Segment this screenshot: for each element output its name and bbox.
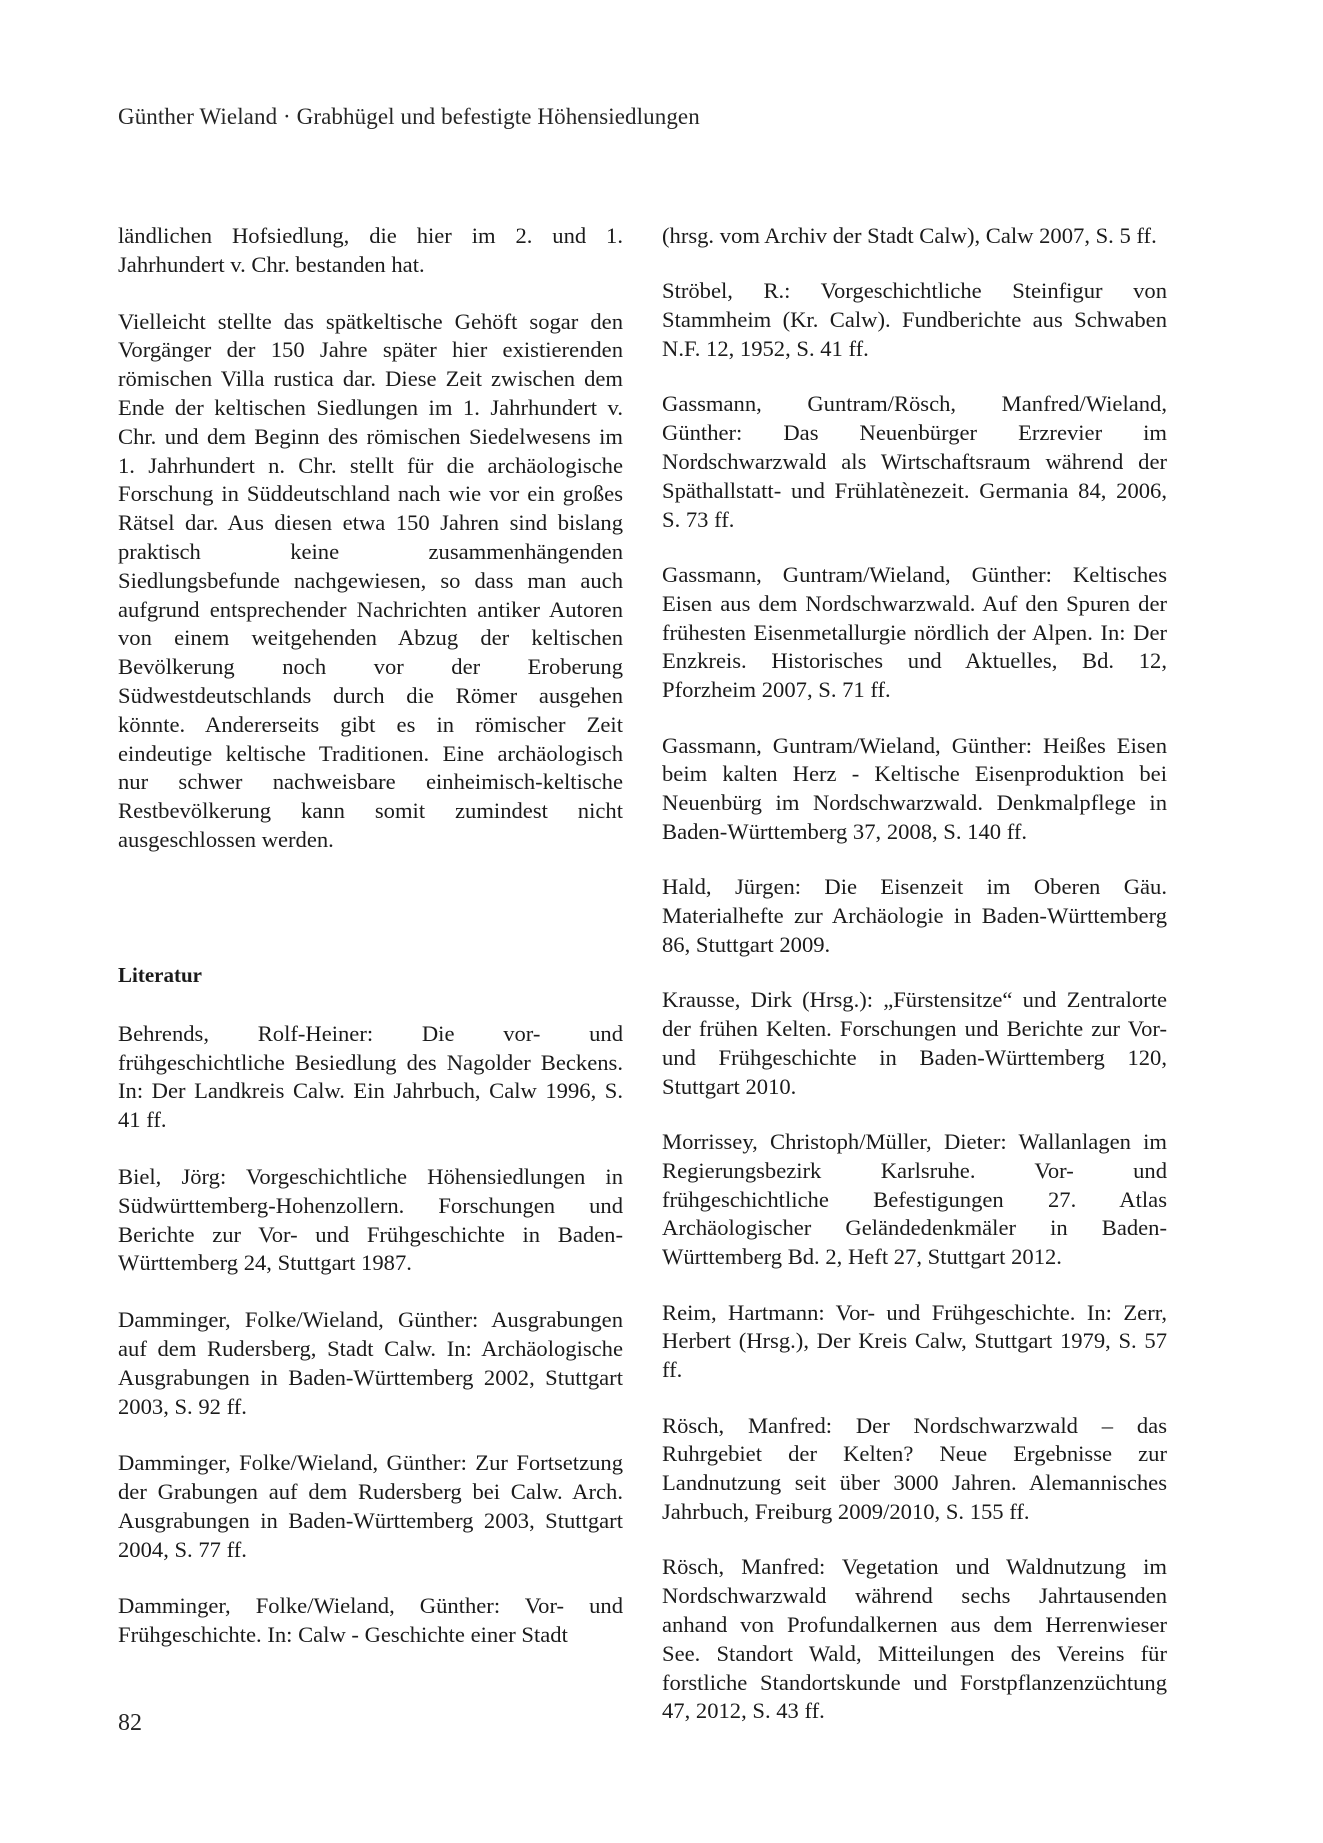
reference-entry: Gassmann, Guntram/Wieland, Günther: Heißes Eisen beim kalten Herz - Keltische Eisenproduktion bei Neuenbürg im Nordschwarzwald. Denkmalpflege in Baden-Württemberg 37, 2008, S. 140 ff. [662, 732, 1167, 844]
reference-entry: (hrsg. vom Archiv der Stadt Calw), Calw 2007, S. 5 ff. [662, 223, 1157, 248]
reference-entry: Damminger, Folke/Wieland, Günther: Vor- und Frühgeschichte. In: Calw - Geschichte einer Stadt [118, 1593, 623, 1648]
reference-entry: Biel, Jörg: Vorgeschichtliche Höhensiedlungen in Südwürttemberg-Hohenzollern. Forschungen und Berichte zur Vor- und Frühgeschichte in Baden-Württemberg 24, Stuttgart 1987. [118, 1163, 623, 1276]
reference-entry: Gassmann, Guntram/Rösch, Manfred/Wieland, Günther: Das Neuenbürger Erzrevier im Nordschwarzwald als Wirtschaftsraum während der Späthallstatt- und Frühlatènezeit. Germania 84, 2006, S. 73 ff. [662, 391, 1167, 532]
running-head: Günther Wieland · Grabhügel und befestigte Höhensiedlungen [118, 104, 700, 129]
right-column [662, 222, 1167, 1753]
reference-entry: Morrissey, Christoph/Müller, Dieter: Wallanlagen im Regierungsbezirk Karlsruhe. Vor- und frühgeschichtliche Befestigungen 27. Atlas Archäologischer Geländedenkmäler in Baden-Württemberg Bd. 2, Heft 27, Stuttgart 2012. [662, 1129, 1167, 1270]
reference-entry: Damminger, Folke/Wieland, Günther: Zur Fortsetzung der Grabungen auf dem Rudersberg bei Calw. Arch. Ausgrabungen in Baden-Württemberg 2003, Stuttgart 2004, S. 77 ff. [118, 1450, 623, 1562]
reference-entry: Behrends, Rolf-Heiner: Die vor- und frühgeschichtliche Besiedlung des Nagolder Beckens. In: Der Landkreis Calw. Ein Jahrbuch, Calw 1996, S. 41 ff. [118, 1020, 623, 1133]
body-paragraph: ländlichen Hofsiedlung, die hier im 2. und 1. Jahrhundert v. Chr. bestanden hat. [118, 223, 623, 277]
reference-entry: Rösch, Manfred: Der Nordschwarzwald – das Ruhrgebiet der Kelten? Neue Ergebnisse zur Landnutzung seit über 3000 Jahren. Alemannisches Jahrbuch, Freiburg 2009/2010, S. 155 ff. [662, 1412, 1167, 1525]
reference-entry: Krausse, Dirk (Hrsg.): „Fürstensitze“ und Zentralorte der frühen Kelten. Forschungen und Berichte zur Vor- und Frühgeschichte in Baden-Württemberg 120, Stuttgart 2010. [662, 987, 1167, 1099]
page-number: 82 [118, 1710, 142, 1736]
reference-entry: Ströbel, R.: Vorgeschichtliche Steinfigur von Stammheim (Kr. Calw). Fundberichte aus Schwaben N.F. 12, 1952, S. 41 ff. [662, 278, 1167, 361]
reference-entry: Rösch, Manfred: Vegetation und Waldnutzung im Nordschwarzwald während sechs Jahrtausenden anhand von Profundalkernen aus dem Herrenwieser See. Standort Wald, Mitteilungen des Vereins für forstliche Standortskunde und Forstpflanzenzüchtung 47, 2012, S. 43 ff. [662, 1554, 1167, 1724]
reference-entry: Gassmann, Guntram/Wieland, Günther: Keltisches Eisen aus dem Nordschwarzwald. Auf den Spuren der frühesten Eisenmetallurgie nördlich der Alpen. In: Der Enzkreis. Historisches und Aktuelles, Bd. 12, Pforzheim 2007, S. 71 ff. [662, 561, 1167, 703]
reference-entry: Hald, Jürgen: Die Eisenzeit im Oberen Gäu. Materialhefte zur Archäologie in Baden-Württemberg 86, Stuttgart 2009. [662, 874, 1167, 957]
reference-entry: Damminger, Folke/Wieland, Günther: Ausgrabungen auf dem Rudersberg, Stadt Calw. In: Archäologische Ausgrabungen in Baden-Württemberg 2002, Stuttgart 2003, S. 92 ff. [118, 1307, 623, 1419]
reference-entry: Reim, Hartmann: Vor- und Frühgeschichte. In: Zerr, Herbert (Hrsg.), Der Kreis Calw, Stuttgart 1979, S. 57 ff. [662, 1299, 1167, 1383]
left-column [118, 222, 623, 1678]
section-heading-literatur: Literatur [118, 962, 202, 987]
body-paragraph: Vielleicht stellte das spätkeltische Gehöft sogar den Vorgänger der 150 Jahre später hier existierenden römischen Villa rustica dar. Diese Zeit zwischen dem Ende der keltischen Siedlungen im 1. Jahrhundert v. Chr. und dem Beginn des römischen Siedelwesens im 1. Jahrhundert n. Chr. stellt für die archäologische Forschung in Süddeutschland nach wie vor ein großes Rätsel dar. Aus diesen etwa 150 Jahren sind bislang praktisch keine zusammenhängenden Siedlungsbefunde nachgewiesen, so dass man auch aufgrund entsprechender Nachrichten antiker Autoren von einem weitgehenden Abzug der keltischen Bevölkerung noch vor der Eroberung Südwestdeutschlands durch die Römer ausgehen könnte. Andererseits gibt es in römischer Zeit eindeutige keltische Traditionen. Eine archäologisch nur schwer nachweisbare einheimisch-keltische Restbevölkerung kann somit zumindest nicht ausgeschlossen werden. [118, 308, 623, 852]
